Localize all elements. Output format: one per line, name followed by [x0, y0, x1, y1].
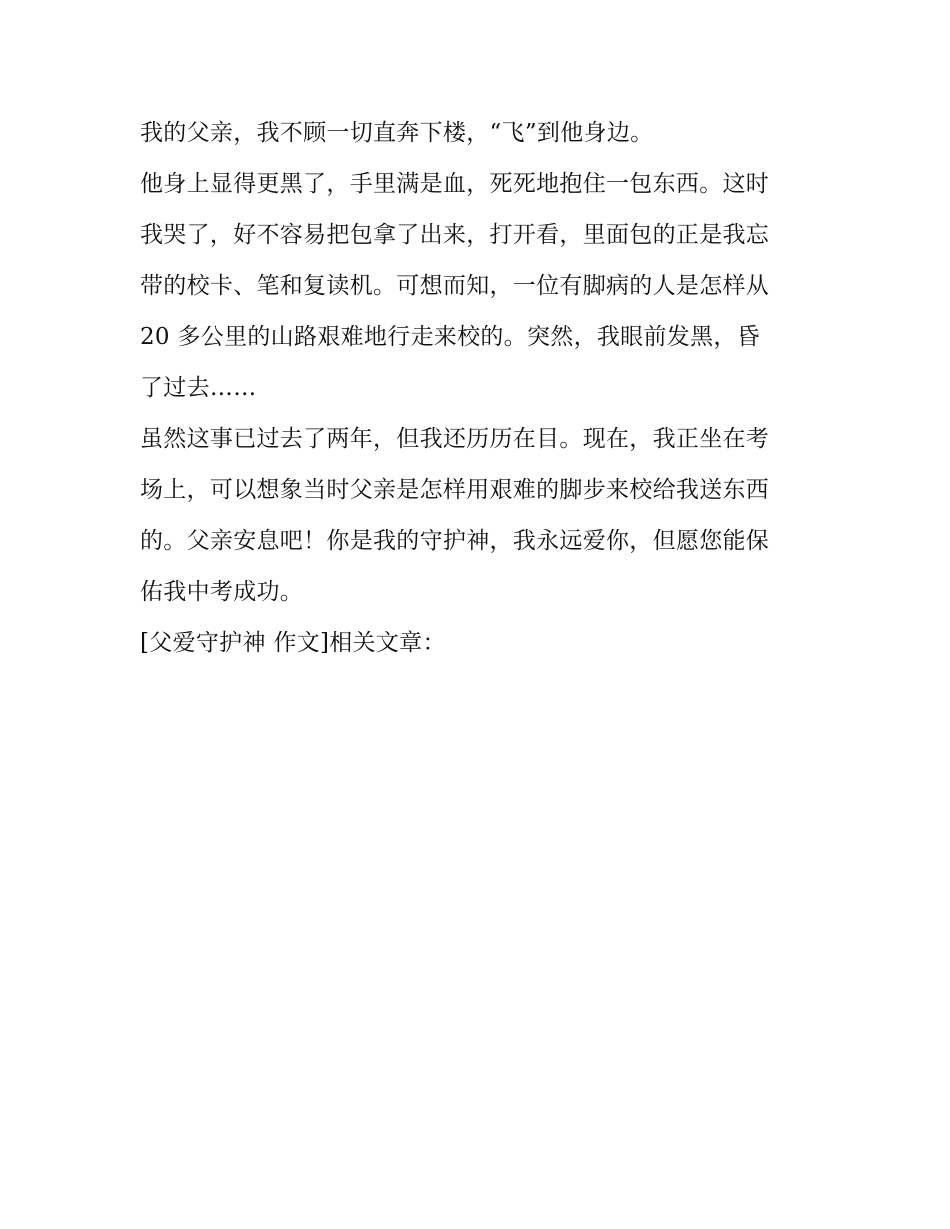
text-line: 20 多公里的山路艰难地行走来校的。突然，我眼前发黑，昏 — [140, 324, 760, 350]
text-line: 虽然这事已过去了两年，但我还历历在目。现在，我正坐在考 — [140, 426, 770, 452]
text-line: 我哭了，好不容易把包拿了出来，打开看，里面包的正是我忘 — [140, 222, 770, 248]
text-line: 了过去…… — [140, 375, 257, 401]
text-line: 他身上显得更黑了，手里满是血，死死地抱住一包东西。这时 — [140, 171, 770, 197]
text-line: 我的父亲，我不顾一切直奔下楼，“飞”到他身边。 — [140, 120, 654, 146]
text-line: 的。父亲安息吧！你是我的守护神，我永远爱你，但愿您能保 — [140, 528, 770, 554]
text-line: 带的校卡、笔和复读机。可想而知，一位有脚病的人是怎样从 — [140, 273, 770, 299]
text-line: 佑我中考成功。 — [140, 579, 304, 605]
document-body — [140, 108, 820, 669]
related-articles-heading: [父爱守护神 作文]相关文章： — [140, 630, 446, 656]
text-line: 场上，可以想象当时父亲是怎样用艰难的脚步来校给我送东西 — [140, 477, 770, 503]
